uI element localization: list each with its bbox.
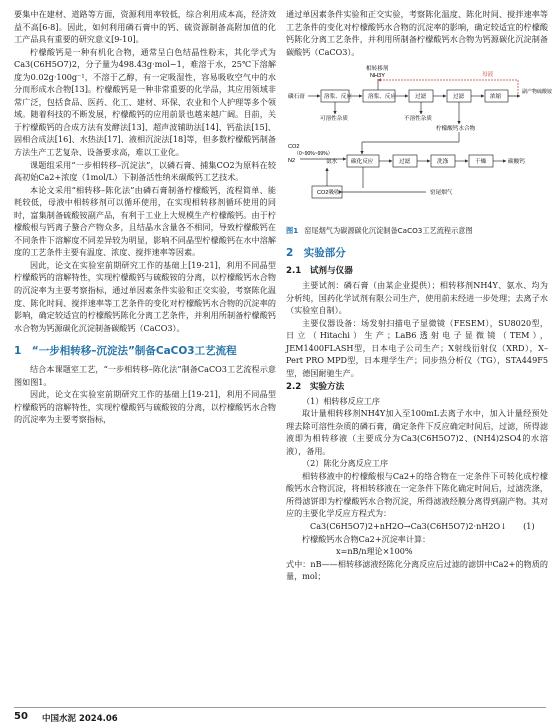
paragraph-research-group: 课题组采用“一步相转移–沉淀法”，以磷石膏、捕集CO2为原料在较高初始Ca2+浓度（1mol/L）下制备活性纳米碳酸钙工艺技术。 (14, 159, 276, 183)
carbonation-label: 碳化反应 (351, 159, 374, 166)
dissolve-label: 溶浆、反应 (324, 94, 352, 101)
paragraph-continued: 通过单因素条件实验和正交实验，考察陈化温度、陈化时间、搅拌速率等工艺条件的变化对柠檬酸钙水合物的沉淀率的影响，确定较适宜的柠檬酸钙陈化分离工艺条件，并利用所制备柠檬酸钙水合物为钙源碳化沉淀制备碳酸钙（CaCO3）。 (286, 9, 548, 57)
paragraph-method-1: 取计量相转移剂NH4Y加入至100mL去离子水中，加入计量经预处理去除可溶性杂质的磷石膏，确定条件下反应确定时间后，过滤，所得滤液即为相转移液（主要成分为Ca3(C6H5O7)2、(NH4)2SO4的水溶液），备用。 (286, 408, 548, 456)
section-1-heading: 1 “一步相转移–沉淀法”制备CaCO3工艺流程 (14, 345, 237, 358)
page-footer (14, 707, 546, 724)
nh3y-label: NH3Y (370, 73, 385, 80)
caco3-label: 碳酸钙 (508, 159, 525, 166)
section-2-heading: 2 实验部分 (286, 247, 346, 260)
paragraph-therefore: 因此，论文在实验室前期研究工作的基础上[19-21]，利用不同晶型柠檬酸钙的溶解特性，实现柠檬酸钙与硫酸铵的分离，以柠檬酸钙水合物的沉淀率为主要考察指标，通过单因素条件实验和正交实验，考察陈化温度、陈化时间、搅拌速率等工艺条件的变化对柠檬酸钙水合物的沉淀率的影响，确定较适宜的柠檬酸钙陈化分离工艺条件，并利用所制备柠檬酸钙水合物为钙源碳化沉淀制备碳酸钙（CaCO3）。 (14, 259, 276, 333)
equation-1: Ca3(C6H5O7)2+nH2O→Ca3(C6H5O7)2·nH2O↓ (1) (310, 521, 535, 532)
extractant-label: 相转移剂 (366, 66, 389, 73)
paragraph-reagents: 主要试剂：磷石膏（由某企业提供）；相转移剂NH4Y、氨水、均为分析纯，国药化学试剂有限公司生产，使用前未经进一步处理；去离子水（实验室自制）。 (286, 280, 548, 316)
paragraph-therefore-repeat: 因此，论文在实验室前期研究工作的基础上[19-21]，利用不同晶型柠檬酸钙的溶解特性，实现柠檬酸钙与硫酸铵的分离，以柠檬酸钙水合物的沉淀率为主要考察指标， (14, 389, 276, 425)
dry-label: 干燥 (475, 159, 487, 166)
filter1b-label: 过滤 (453, 94, 465, 101)
journal-name: 中国水泥 2024.06 (42, 714, 118, 724)
co2-absorption-label: CO2吸收 (317, 190, 340, 197)
paragraph-definition: 式中：nB——相转移滤液经陈化分离反应后过滤的滤饼中Ca2+的物质的量，mol； (286, 558, 548, 582)
co2-label: CO2 (288, 144, 300, 151)
left-column (14, 8, 276, 426)
right-column (286, 8, 553, 583)
concentrate-label: 浓缩 (490, 94, 502, 101)
ammonia-label: 氨水 (326, 159, 338, 166)
process-flow-figure (286, 64, 553, 222)
gypsum-label: 磷石膏 (288, 94, 305, 101)
paragraph-calcium-citrate: 柠檬酸钙是一种有机化合物，通常呈白色结晶性粉末，其化学式为Ca3(C6H5O7)2，分子量为498.43g·mol−1，难溶于水，25℃下溶解度为0.02g·100g⁻¹，不溶于乙醇，有一定吸湿性，容易吸收空气中的水分而形成水合物[13]。柠檬酸钙是一种非常重要的化学品，其应用领域非常广泛，包括食品、医药、化工、建材、环保、农业和个人护理等多个领域。随着科技的不断发展，柠檬酸钙的应用前景也越来越广阔。目前，关于柠檬酸钙的合成方法有发酵法[13]、超声波辅助法[14]、钙盐法[15]、固相合成法[16]、水热法[17]、液相沉淀法[18]等，但多数柠檬酸钙制备方法生产工艺复杂、设备要求高，难以工业化。 (14, 46, 276, 158)
insoluble-impurity-label: 不溶性杂质 (404, 116, 432, 123)
equation-2: x=nB/n理论×100% (336, 546, 413, 557)
section-2-2-heading: 2.2 实验方法 (286, 381, 345, 392)
subsection-phase-transfer: （1）相转移反应工序 (302, 395, 380, 406)
byproduct-label: 副产物硫酸铵 (522, 89, 553, 96)
paragraph-instruments: 主要仪器设备：场发射扫描电子显微镜（FESEM），SU8020型，日立（Hitachi）生产；LaB6透射电子显微镜（TEM），JEM1400FLASH型，日本电子公司生产；X射线衍射仪（XRD），X–Pert PRO MPD型，日本理学生产；同步热分析仪（TG），STA449F5型，德国耐驰生产。 (286, 317, 548, 379)
mother-liquor-label: 母液 (482, 72, 494, 79)
page-number: 50 (14, 711, 28, 722)
figure-caption-text: 窑尾烟气为碳源碳化沉淀制备CaCO3工艺流程示意图 (304, 226, 473, 236)
paragraph-figure-reference: 结合本课题室工艺，“一步相转移–陈化法”制备CaCO3工艺流程示意图如图1。 (14, 364, 276, 387)
n2-label: N2 (288, 158, 296, 165)
paragraph-this-paper: 本论文采用“相转移–陈化法”由磷石膏制备柠檬酸钙，流程简单、能耗较低，母液中相转移剂可以循环使用，在实现相转移剂循环使用的同时，富集制备硫酸铵副产品，有利于工业上大规模生产柠檬酸钙。由于柠檬酸根与钙离子螯合产物众多，且结晶水含量各不相同，导致柠檬酸钙在不同条件下溶解度不同差异较为明显，影响不同晶型柠檬酸钙在水中溶解度的工艺条件主要有温度、浓度、搅拌速率等因素。 (14, 184, 276, 258)
soluble-impurity-label: 可溶性杂质 (320, 116, 348, 123)
subsection-aging-separation: （2）陈化分离反应工序 (302, 458, 389, 469)
wash-label: 洗涤 (437, 159, 449, 166)
dissolve-label-2: 溶浆、反应 (368, 94, 396, 101)
gas-ratio-label: （0~90%~99%） (294, 151, 333, 158)
filter2-label: 过滤 (399, 159, 411, 166)
filter1-label: 过滤 (415, 94, 427, 101)
paragraph-method-2: 相转移液中的柠檬酸根与Ca2+的络合物在一定条件下可转化成柠檬酸钙水合物沉淀，将相转移液在一定条件下陈化确定时间后，过滤洗涤，所得滤饼即为柠檬酸钙水合物沉淀，所得滤液经膜分离得到副产物。其对应的主要化学反应方程式为： (286, 470, 548, 519)
calcium-citrate-label: 柠檬酸钙水合物 (436, 126, 476, 133)
tail-gas-label: 窑尾烟气 (430, 190, 453, 197)
figure-caption (286, 225, 548, 236)
figure-number: 图1 (286, 226, 299, 236)
section-2-1-heading: 2.1 试剂与仪器 (286, 266, 353, 277)
paragraph-intro-continued: 要集中在建材、道路等方面，资源利用率较低，综合利用成本高，经济效益不高[6-8]。因此，如何利用磷石膏中的钙、硫资源制备高附加值的化工产品具有重要的研究意义[9-10]。 (14, 9, 276, 45)
process-flow-diagram (286, 64, 553, 222)
equation-label: 柠檬酸钙水合物Ca2+沉淀率计算： (302, 533, 431, 544)
